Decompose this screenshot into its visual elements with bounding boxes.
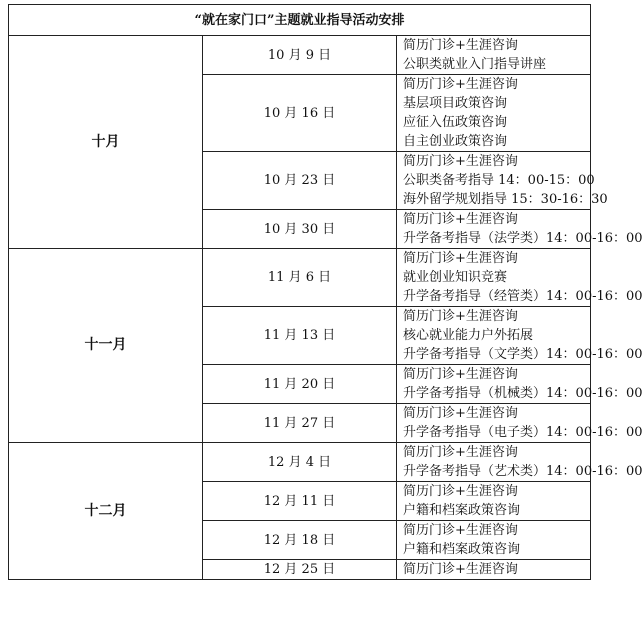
activity-item: 简历门诊+生涯咨询 bbox=[403, 38, 518, 53]
activity-item: 升学备考指导（电子类）14：00-16：00 bbox=[403, 425, 643, 440]
table-row bbox=[9, 249, 591, 307]
table-row bbox=[9, 443, 591, 482]
activity-item: 户籍和档案政策咨询 bbox=[403, 542, 521, 557]
table-title: “就在家门口”主题就业指导活动安排 bbox=[9, 5, 591, 36]
activity-item: 升学备考指导（机械类）14：00-16：00 bbox=[403, 386, 643, 401]
activity-item: 简历门诊+生涯咨询 bbox=[403, 309, 518, 324]
table-row bbox=[9, 36, 591, 75]
date-cell: 11 月 27 日 bbox=[203, 404, 397, 443]
activity-item: 公职类备考指导 14：00-15：00 bbox=[403, 173, 595, 188]
activity-item: 简历门诊+生涯咨询 bbox=[403, 212, 518, 227]
activity-cell bbox=[397, 482, 591, 521]
date-cell: 11 月 20 日 bbox=[203, 365, 397, 404]
activity-item: 简历门诊+生涯咨询 bbox=[403, 77, 518, 92]
activity-item: 简历门诊+生涯咨询 bbox=[403, 154, 518, 169]
activity-item: 简历门诊+生涯咨询 bbox=[403, 406, 518, 421]
activity-cell bbox=[397, 365, 643, 404]
month-cell: 十月 bbox=[9, 36, 203, 249]
month-cell: 十一月 bbox=[9, 249, 203, 443]
activity-item: 海外留学规划指导 15：30-16：30 bbox=[403, 192, 608, 207]
activity-cell bbox=[397, 560, 591, 580]
activity-item: 就业创业知识竞赛 bbox=[403, 270, 508, 285]
schedule-body bbox=[9, 36, 643, 580]
activity-item: 应征入伍政策咨询 bbox=[403, 115, 508, 130]
table-header-row bbox=[9, 5, 591, 36]
activity-item: 简历门诊+生涯咨询 bbox=[403, 251, 518, 266]
activity-item: 核心就业能力户外拓展 bbox=[403, 328, 534, 343]
date-cell: 12 月 25 日 bbox=[203, 560, 397, 580]
date-cell: 12 月 11 日 bbox=[203, 482, 397, 521]
date-cell: 12 月 4 日 bbox=[203, 443, 397, 482]
activity-cell bbox=[397, 210, 643, 249]
activity-item: 简历门诊+生涯咨询 bbox=[403, 484, 518, 499]
schedule-table bbox=[8, 4, 643, 580]
activity-item: 升学备考指导（文学类）14：00-16：00 bbox=[403, 347, 643, 362]
activity-cell bbox=[397, 307, 643, 365]
activity-cell bbox=[397, 443, 643, 482]
date-cell: 10 月 23 日 bbox=[203, 152, 397, 210]
activity-item: 升学备考指导（经管类）14：00-16：00 bbox=[403, 289, 643, 304]
date-cell: 12 月 18 日 bbox=[203, 521, 397, 560]
activity-cell bbox=[397, 521, 591, 560]
activity-cell bbox=[397, 152, 608, 210]
activity-item: 自主创业政策咨询 bbox=[403, 134, 508, 149]
activity-item: 简历门诊+生涯咨询 bbox=[403, 367, 518, 382]
activity-item: 户籍和档案政策咨询 bbox=[403, 503, 521, 518]
activity-item: 简历门诊+生涯咨询 bbox=[403, 523, 518, 538]
activity-item: 简历门诊+生涯咨询 bbox=[403, 445, 518, 460]
activity-item: 简历门诊+生涯咨询 bbox=[403, 562, 518, 577]
activity-cell bbox=[397, 36, 591, 75]
activity-item: 升学备考指导（艺术类）14：00-16：00 bbox=[403, 464, 643, 479]
activity-item: 基层项目政策咨询 bbox=[403, 96, 508, 111]
month-cell: 十二月 bbox=[9, 443, 203, 580]
activity-item: 公职类就业入门指导讲座 bbox=[403, 57, 547, 72]
date-cell: 10 月 16 日 bbox=[203, 75, 397, 152]
date-cell: 10 月 30 日 bbox=[203, 210, 397, 249]
date-cell: 10 月 9 日 bbox=[203, 36, 397, 75]
activity-cell bbox=[397, 75, 591, 152]
activity-cell bbox=[397, 249, 643, 307]
date-cell: 11 月 13 日 bbox=[203, 307, 397, 365]
activity-cell bbox=[397, 404, 643, 443]
date-cell: 11 月 6 日 bbox=[203, 249, 397, 307]
activity-item: 升学备考指导（法学类）14：00-16：00 bbox=[403, 231, 643, 246]
